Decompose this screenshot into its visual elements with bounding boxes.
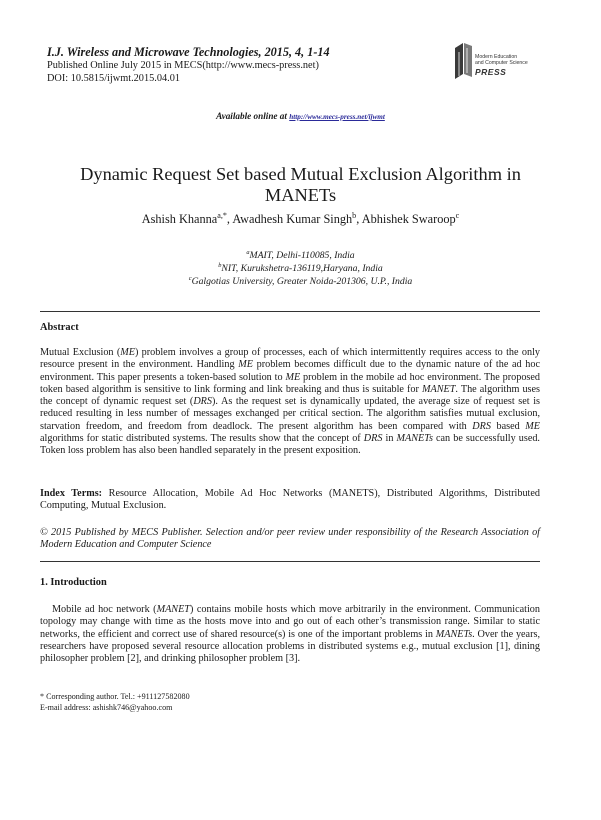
- available-label: Available online at: [216, 111, 287, 121]
- introduction-body: Mobile ad hoc network (MANET) contains mobile hosts which move arbitrarily in the environment. Communication topology may change with time as the hosts move into and go out of each other’s transmission range. Similar to static networks, the efficient and correct use of shared resource(s) is one of the important problems in MANETs. Over the years, researchers have proposed several resource allocation problems in distributed systems e.g., mutual exclusion [1], dining philosopher problem [2], and drinking philosopher problem [3].: [40, 604, 540, 665]
- affiliation-item: $^c$Galgotias University, Greater Noida-201306, U.P., India: [188, 275, 413, 288]
- abstract-heading: Abstract: [40, 322, 79, 333]
- index-terms-label: Index Terms:: [40, 488, 103, 499]
- divider-bottom: [40, 561, 540, 562]
- journal-title: I.J. Wireless and Microwave Technologies, 2015, 4, 1-14: [47, 45, 330, 59]
- index-terms: [40, 488, 540, 513]
- author-list: [0, 212, 601, 227]
- footnote: [40, 691, 190, 713]
- affiliation-item: $^a$MAIT, Delhi-110085, India: [246, 248, 355, 261]
- logo-line1: Modern Education: [475, 54, 518, 60]
- author-separator: ,: [356, 212, 362, 226]
- logo-line2: and Computer Science: [475, 59, 528, 66]
- author-marker: c: [455, 210, 460, 220]
- affiliation-item: $^b$NIT, Kurukshetra-136119,Haryana, India: [218, 261, 383, 275]
- introduction-heading: 1. Introduction: [40, 577, 107, 588]
- author-name: Ashish Khanna: [141, 212, 218, 226]
- corresponding-author: * Corresponding author. Tel.: +911127582080: [40, 692, 190, 701]
- publisher-logo: [452, 40, 552, 84]
- title-line1: Dynamic Request Set based Mutual Exclusion Algorithm in: [80, 164, 521, 184]
- divider-top: [40, 311, 540, 312]
- doi: DOI: 10.5815/ijwmt.2015.04.01: [47, 72, 180, 84]
- author-marker: b: [352, 210, 357, 220]
- availability-line: [0, 111, 601, 121]
- logo-press: PRESS: [475, 67, 507, 77]
- index-terms-text: Resource Allocation, Mobile Ad Hoc Networks (MANETS), Distributed Algorithms, Distributed Computing, Mutual Exclusion.: [40, 488, 540, 512]
- author-separator: ,: [226, 212, 233, 226]
- publication-info: [47, 60, 319, 85]
- author-name: Abhishek Swaroop: [361, 212, 456, 226]
- abstract-body: Mutual Exclusion (ME) problem involves a group of processes, each of which intermittently requires access to the only resource present in the environment. Handling ME problem becomes difficult due to the dynamic nature of the ad hoc environment. This paper presents a token-based solution to ME problem in the mobile ad hoc environment. The proposed token based algorithm is sensitive to link forming and link breaking and thus is suitable for MANET. The algorithm uses the concept of dynamic request set (DRS). As the request set is dynamically updated, the average size of request set is reduced resulting in less number of messages exchanged per critical section. The algorithm satisfies mutual exclusion, starvation freedom, and freedom from deadlock. The present algorithm has been compared with DRS based ME algorithms for static distributed systems. The results show that the concept of DRS in MANETs can be successfully used. Token loss problem has also been handled separately in the present exposition.: [40, 347, 541, 457]
- paper-title: [40, 164, 561, 206]
- title-line2: MANETs: [264, 185, 337, 205]
- journal-url-link[interactable]: http://www.mecs-press.net/ijwmt: [289, 113, 385, 121]
- copyright-notice: © 2015 Published by MECS Publisher. Selection and/or peer review under responsibility of the Research Association of Modern Education and Computer Science: [40, 527, 540, 551]
- affiliations: [0, 249, 601, 289]
- author-marker: a,*: [217, 210, 227, 220]
- author-email: E-mail address: ashishk746@yahoo.com: [40, 703, 173, 712]
- published-online: Published Online July 2015 in MECS(http://www.mecs-press.net): [47, 60, 319, 71]
- author-name: Awadhesh Kumar Singh: [232, 212, 353, 226]
